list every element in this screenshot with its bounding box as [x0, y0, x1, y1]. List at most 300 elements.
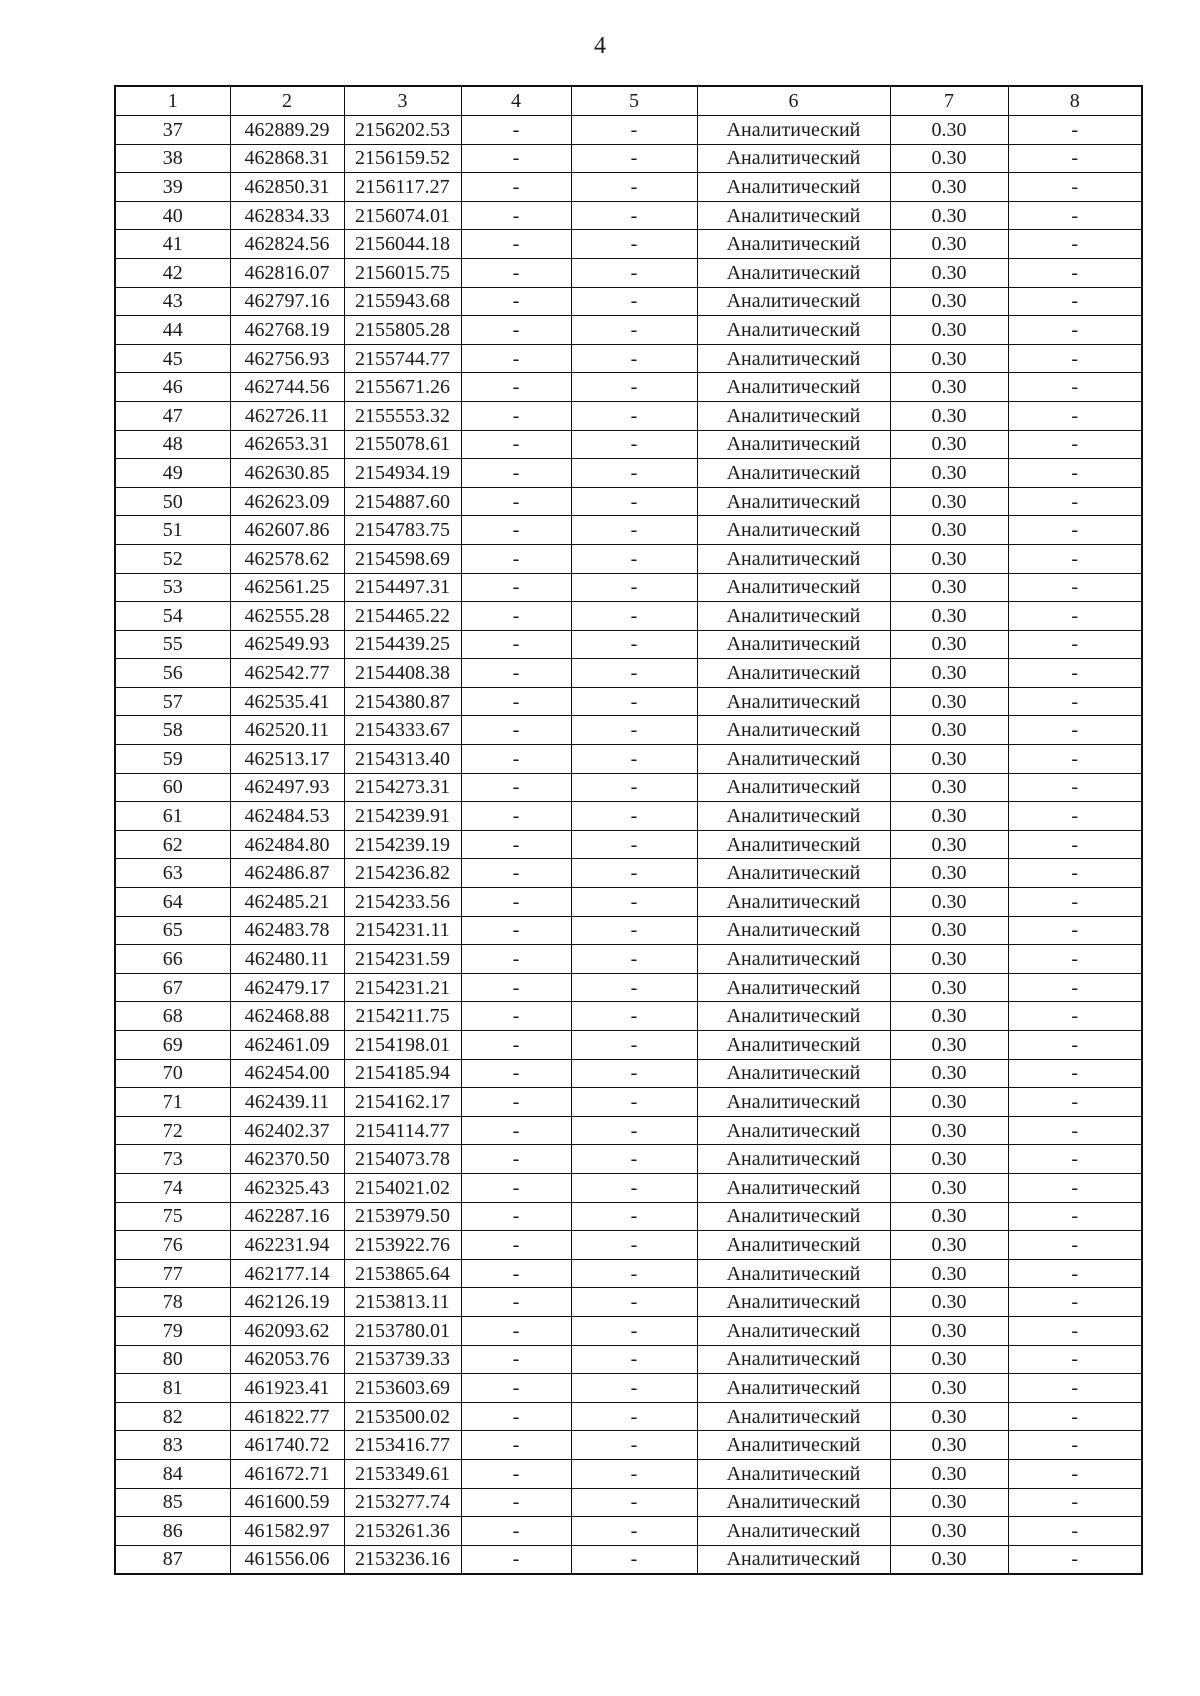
column-4-cell: - [461, 1259, 571, 1288]
y-coordinate-cell: 2153261.36 [344, 1517, 461, 1546]
column-4-cell: - [461, 1202, 571, 1231]
method-cell: Аналитический [697, 745, 890, 774]
method-cell: Аналитический [697, 916, 890, 945]
accuracy-cell: 0.30 [890, 401, 1008, 430]
method-cell: Аналитический [697, 1116, 890, 1145]
column-8-cell: - [1008, 1459, 1142, 1488]
method-cell: Аналитический [697, 430, 890, 459]
column-4-cell: - [461, 373, 571, 402]
column-8-cell: - [1008, 745, 1142, 774]
y-coordinate-cell: 2154239.19 [344, 830, 461, 859]
method-cell: Аналитический [697, 230, 890, 259]
x-coordinate-cell: 462850.31 [230, 173, 344, 202]
point-number-cell: 45 [115, 344, 230, 373]
column-5-cell: - [571, 516, 697, 545]
column-4-cell: - [461, 1545, 571, 1574]
y-coordinate-cell: 2154273.31 [344, 773, 461, 802]
table-row [115, 630, 1142, 659]
method-cell: Аналитический [697, 1259, 890, 1288]
method-cell: Аналитический [697, 630, 890, 659]
column-5-cell: - [571, 916, 697, 945]
column-4-cell: - [461, 1488, 571, 1517]
accuracy-cell: 0.30 [890, 1202, 1008, 1231]
point-number-cell: 43 [115, 287, 230, 316]
y-coordinate-cell: 2154021.02 [344, 1173, 461, 1202]
column-4-cell: - [461, 973, 571, 1002]
method-cell: Аналитический [697, 1517, 890, 1546]
accuracy-cell: 0.30 [890, 1459, 1008, 1488]
column-5-cell: - [571, 1059, 697, 1088]
accuracy-cell: 0.30 [890, 1145, 1008, 1174]
column-4-cell: - [461, 173, 571, 202]
method-cell: Аналитический [697, 1002, 890, 1031]
accuracy-cell: 0.30 [890, 1116, 1008, 1145]
column-5-cell: - [571, 716, 697, 745]
method-cell: Аналитический [697, 516, 890, 545]
x-coordinate-cell: 462126.19 [230, 1288, 344, 1317]
column-header: 4 [461, 86, 571, 116]
point-number-cell: 62 [115, 830, 230, 859]
table-row [115, 888, 1142, 917]
column-5-cell: - [571, 1459, 697, 1488]
accuracy-cell: 0.30 [890, 544, 1008, 573]
method-cell: Аналитический [697, 973, 890, 1002]
column-5-cell: - [571, 1517, 697, 1546]
y-coordinate-cell: 2155805.28 [344, 316, 461, 345]
column-8-cell: - [1008, 1545, 1142, 1574]
method-cell: Аналитический [697, 687, 890, 716]
y-coordinate-cell: 2153416.77 [344, 1431, 461, 1460]
column-4-cell: - [461, 544, 571, 573]
column-4-cell: - [461, 1345, 571, 1374]
column-8-cell: - [1008, 1173, 1142, 1202]
point-number-cell: 72 [115, 1116, 230, 1145]
column-5-cell: - [571, 1002, 697, 1031]
column-8-cell: - [1008, 487, 1142, 516]
point-number-cell: 60 [115, 773, 230, 802]
point-number-cell: 64 [115, 888, 230, 917]
accuracy-cell: 0.30 [890, 573, 1008, 602]
method-cell: Аналитический [697, 1288, 890, 1317]
column-5-cell: - [571, 173, 697, 202]
x-coordinate-cell: 462561.25 [230, 573, 344, 602]
x-coordinate-cell: 462768.19 [230, 316, 344, 345]
column-5-cell: - [571, 1259, 697, 1288]
method-cell: Аналитический [697, 1202, 890, 1231]
column-4-cell: - [461, 1459, 571, 1488]
accuracy-cell: 0.30 [890, 1031, 1008, 1060]
table-body [115, 116, 1142, 1575]
x-coordinate-cell: 462402.37 [230, 1116, 344, 1145]
point-number-cell: 42 [115, 258, 230, 287]
x-coordinate-cell: 462824.56 [230, 230, 344, 259]
y-coordinate-cell: 2154598.69 [344, 544, 461, 573]
column-8-cell: - [1008, 830, 1142, 859]
method-cell: Аналитический [697, 1402, 890, 1431]
column-4-cell: - [461, 1231, 571, 1260]
x-coordinate-cell: 462439.11 [230, 1088, 344, 1117]
y-coordinate-cell: 2153865.64 [344, 1259, 461, 1288]
method-cell: Аналитический [697, 1374, 890, 1403]
x-coordinate-cell: 461822.77 [230, 1402, 344, 1431]
table-row [115, 1145, 1142, 1174]
point-number-cell: 65 [115, 916, 230, 945]
column-4-cell: - [461, 1059, 571, 1088]
column-5-cell: - [571, 802, 697, 831]
column-4-cell: - [461, 830, 571, 859]
column-4-cell: - [461, 1002, 571, 1031]
x-coordinate-cell: 462231.94 [230, 1231, 344, 1260]
table-row [115, 1088, 1142, 1117]
column-4-cell: - [461, 1431, 571, 1460]
table-row [115, 773, 1142, 802]
column-header: 5 [571, 86, 697, 116]
column-8-cell: - [1008, 344, 1142, 373]
accuracy-cell: 0.30 [890, 916, 1008, 945]
y-coordinate-cell: 2154380.87 [344, 687, 461, 716]
method-cell: Аналитический [697, 544, 890, 573]
x-coordinate-cell: 462607.86 [230, 516, 344, 545]
accuracy-cell: 0.30 [890, 888, 1008, 917]
method-cell: Аналитический [697, 659, 890, 688]
x-coordinate-cell: 462093.62 [230, 1316, 344, 1345]
y-coordinate-cell: 2154114.77 [344, 1116, 461, 1145]
point-number-cell: 39 [115, 173, 230, 202]
method-cell: Аналитический [697, 1145, 890, 1174]
y-coordinate-cell: 2154233.56 [344, 888, 461, 917]
y-coordinate-cell: 2154333.67 [344, 716, 461, 745]
column-5-cell: - [571, 230, 697, 259]
y-coordinate-cell: 2155671.26 [344, 373, 461, 402]
column-5-cell: - [571, 1402, 697, 1431]
x-coordinate-cell: 462542.77 [230, 659, 344, 688]
column-8-cell: - [1008, 1288, 1142, 1317]
table-row [115, 201, 1142, 230]
x-coordinate-cell: 462486.87 [230, 859, 344, 888]
column-header: 8 [1008, 86, 1142, 116]
y-coordinate-cell: 2153780.01 [344, 1316, 461, 1345]
x-coordinate-cell: 462325.43 [230, 1173, 344, 1202]
method-cell: Аналитический [697, 1316, 890, 1345]
method-cell: Аналитический [697, 716, 890, 745]
column-4-cell: - [461, 716, 571, 745]
column-8-cell: - [1008, 973, 1142, 1002]
column-8-cell: - [1008, 1088, 1142, 1117]
column-4-cell: - [461, 573, 571, 602]
x-coordinate-cell: 462520.11 [230, 716, 344, 745]
column-4-cell: - [461, 516, 571, 545]
x-coordinate-cell: 461600.59 [230, 1488, 344, 1517]
column-4-cell: - [461, 859, 571, 888]
table-row [115, 430, 1142, 459]
column-5-cell: - [571, 630, 697, 659]
column-8-cell: - [1008, 573, 1142, 602]
table-row [115, 516, 1142, 545]
accuracy-cell: 0.30 [890, 1374, 1008, 1403]
x-coordinate-cell: 462868.31 [230, 144, 344, 173]
accuracy-cell: 0.30 [890, 459, 1008, 488]
x-coordinate-cell: 462578.62 [230, 544, 344, 573]
column-4-cell: - [461, 630, 571, 659]
accuracy-cell: 0.30 [890, 745, 1008, 774]
column-5-cell: - [571, 1431, 697, 1460]
column-4-cell: - [461, 659, 571, 688]
column-5-cell: - [571, 373, 697, 402]
column-4-cell: - [461, 459, 571, 488]
table-row [115, 1202, 1142, 1231]
accuracy-cell: 0.30 [890, 1517, 1008, 1546]
method-cell: Аналитический [697, 1088, 890, 1117]
x-coordinate-cell: 462483.78 [230, 916, 344, 945]
column-8-cell: - [1008, 1488, 1142, 1517]
y-coordinate-cell: 2154408.38 [344, 659, 461, 688]
y-coordinate-cell: 2154231.59 [344, 945, 461, 974]
accuracy-cell: 0.30 [890, 945, 1008, 974]
column-5-cell: - [571, 745, 697, 774]
point-number-cell: 48 [115, 430, 230, 459]
x-coordinate-cell: 462726.11 [230, 401, 344, 430]
point-number-cell: 68 [115, 1002, 230, 1031]
column-header: 1 [115, 86, 230, 116]
y-coordinate-cell: 2153739.33 [344, 1345, 461, 1374]
accuracy-cell: 0.30 [890, 602, 1008, 631]
table-row [115, 173, 1142, 202]
point-number-cell: 82 [115, 1402, 230, 1431]
table-row [115, 544, 1142, 573]
column-8-cell: - [1008, 687, 1142, 716]
table-row [115, 802, 1142, 831]
column-header: 6 [697, 86, 890, 116]
point-number-cell: 61 [115, 802, 230, 831]
method-cell: Аналитический [697, 945, 890, 974]
table-row [115, 1031, 1142, 1060]
point-number-cell: 81 [115, 1374, 230, 1403]
column-4-cell: - [461, 1145, 571, 1174]
point-number-cell: 59 [115, 745, 230, 774]
column-5-cell: - [571, 316, 697, 345]
column-8-cell: - [1008, 1402, 1142, 1431]
column-5-cell: - [571, 1088, 697, 1117]
point-number-cell: 73 [115, 1145, 230, 1174]
point-number-cell: 84 [115, 1459, 230, 1488]
x-coordinate-cell: 462461.09 [230, 1031, 344, 1060]
column-5-cell: - [571, 1345, 697, 1374]
point-number-cell: 44 [115, 316, 230, 345]
column-4-cell: - [461, 430, 571, 459]
point-number-cell: 74 [115, 1173, 230, 1202]
column-8-cell: - [1008, 716, 1142, 745]
column-5-cell: - [571, 1545, 697, 1574]
table-row [115, 116, 1142, 145]
table-row [115, 1259, 1142, 1288]
column-8-cell: - [1008, 1059, 1142, 1088]
x-coordinate-cell: 462287.16 [230, 1202, 344, 1231]
table-row [115, 487, 1142, 516]
column-5-cell: - [571, 258, 697, 287]
y-coordinate-cell: 2154439.25 [344, 630, 461, 659]
column-8-cell: - [1008, 888, 1142, 917]
y-coordinate-cell: 2155078.61 [344, 430, 461, 459]
point-number-cell: 87 [115, 1545, 230, 1574]
accuracy-cell: 0.30 [890, 316, 1008, 345]
column-5-cell: - [571, 544, 697, 573]
accuracy-cell: 0.30 [890, 802, 1008, 831]
table-row [115, 859, 1142, 888]
accuracy-cell: 0.30 [890, 1088, 1008, 1117]
accuracy-cell: 0.30 [890, 1431, 1008, 1460]
y-coordinate-cell: 2154211.75 [344, 1002, 461, 1031]
column-4-cell: - [461, 1374, 571, 1403]
column-5-cell: - [571, 1031, 697, 1060]
column-8-cell: - [1008, 659, 1142, 688]
y-coordinate-cell: 2154783.75 [344, 516, 461, 545]
accuracy-cell: 0.30 [890, 1316, 1008, 1345]
table-row [115, 144, 1142, 173]
column-5-cell: - [571, 459, 697, 488]
x-coordinate-cell: 462834.33 [230, 201, 344, 230]
column-4-cell: - [461, 916, 571, 945]
accuracy-cell: 0.30 [890, 1059, 1008, 1088]
x-coordinate-cell: 462484.80 [230, 830, 344, 859]
method-cell: Аналитический [697, 1031, 890, 1060]
accuracy-cell: 0.30 [890, 1259, 1008, 1288]
y-coordinate-cell: 2153236.16 [344, 1545, 461, 1574]
x-coordinate-cell: 462454.00 [230, 1059, 344, 1088]
column-4-cell: - [461, 888, 571, 917]
method-cell: Аналитический [697, 1173, 890, 1202]
point-number-cell: 54 [115, 602, 230, 631]
x-coordinate-cell: 462623.09 [230, 487, 344, 516]
column-header: 2 [230, 86, 344, 116]
x-coordinate-cell: 462535.41 [230, 687, 344, 716]
accuracy-cell: 0.30 [890, 516, 1008, 545]
column-4-cell: - [461, 116, 571, 145]
table-row [115, 745, 1142, 774]
method-cell: Аналитический [697, 802, 890, 831]
y-coordinate-cell: 2153813.11 [344, 1288, 461, 1317]
table-row [115, 573, 1142, 602]
y-coordinate-cell: 2154887.60 [344, 487, 461, 516]
column-5-cell: - [571, 687, 697, 716]
accuracy-cell: 0.30 [890, 1345, 1008, 1374]
table-row [115, 373, 1142, 402]
y-coordinate-cell: 2154934.19 [344, 459, 461, 488]
column-4-cell: - [461, 287, 571, 316]
column-5-cell: - [571, 344, 697, 373]
table-row [115, 1116, 1142, 1145]
method-cell: Аналитический [697, 459, 890, 488]
y-coordinate-cell: 2154073.78 [344, 1145, 461, 1174]
method-cell: Аналитический [697, 144, 890, 173]
column-8-cell: - [1008, 1002, 1142, 1031]
x-coordinate-cell: 462484.53 [230, 802, 344, 831]
column-8-cell: - [1008, 1345, 1142, 1374]
column-header: 3 [344, 86, 461, 116]
table-row [115, 945, 1142, 974]
table-row [115, 602, 1142, 631]
method-cell: Аналитический [697, 1459, 890, 1488]
accuracy-cell: 0.30 [890, 773, 1008, 802]
point-number-cell: 71 [115, 1088, 230, 1117]
column-5-cell: - [571, 1231, 697, 1260]
y-coordinate-cell: 2155943.68 [344, 287, 461, 316]
column-4-cell: - [461, 230, 571, 259]
column-8-cell: - [1008, 1031, 1142, 1060]
method-cell: Аналитический [697, 773, 890, 802]
point-number-cell: 37 [115, 116, 230, 145]
point-number-cell: 52 [115, 544, 230, 573]
accuracy-cell: 0.30 [890, 1173, 1008, 1202]
column-5-cell: - [571, 602, 697, 631]
y-coordinate-cell: 2156202.53 [344, 116, 461, 145]
accuracy-cell: 0.30 [890, 487, 1008, 516]
x-coordinate-cell: 462630.85 [230, 459, 344, 488]
table-row [115, 1002, 1142, 1031]
y-coordinate-cell: 2156074.01 [344, 201, 461, 230]
page-number: 4 [594, 33, 606, 59]
x-coordinate-cell: 462485.21 [230, 888, 344, 917]
method-cell: Аналитический [697, 859, 890, 888]
method-cell: Аналитический [697, 573, 890, 602]
y-coordinate-cell: 2154231.21 [344, 973, 461, 1002]
accuracy-cell: 0.30 [890, 1288, 1008, 1317]
point-number-cell: 76 [115, 1231, 230, 1260]
y-coordinate-cell: 2154198.01 [344, 1031, 461, 1060]
column-8-cell: - [1008, 1431, 1142, 1460]
column-8-cell: - [1008, 1316, 1142, 1345]
column-5-cell: - [571, 573, 697, 602]
table-row [115, 230, 1142, 259]
y-coordinate-cell: 2154465.22 [344, 602, 461, 631]
column-4-cell: - [461, 1116, 571, 1145]
column-5-cell: - [571, 1316, 697, 1345]
table-row [115, 316, 1142, 345]
point-number-cell: 53 [115, 573, 230, 602]
point-number-cell: 69 [115, 1031, 230, 1060]
x-coordinate-cell: 462053.76 [230, 1345, 344, 1374]
column-5-cell: - [571, 1288, 697, 1317]
y-coordinate-cell: 2154162.17 [344, 1088, 461, 1117]
point-number-cell: 57 [115, 687, 230, 716]
method-cell: Аналитический [697, 1431, 890, 1460]
y-coordinate-cell: 2154239.91 [344, 802, 461, 831]
column-8-cell: - [1008, 544, 1142, 573]
x-coordinate-cell: 462555.28 [230, 602, 344, 631]
method-cell: Аналитический [697, 373, 890, 402]
column-4-cell: - [461, 1088, 571, 1117]
point-number-cell: 58 [115, 716, 230, 745]
table-row [115, 344, 1142, 373]
y-coordinate-cell: 2156159.52 [344, 144, 461, 173]
table-row [115, 1316, 1142, 1345]
point-number-cell: 80 [115, 1345, 230, 1374]
column-4-cell: - [461, 258, 571, 287]
column-8-cell: - [1008, 373, 1142, 402]
column-4-cell: - [461, 1517, 571, 1546]
column-5-cell: - [571, 859, 697, 888]
method-cell: Аналитический [697, 258, 890, 287]
accuracy-cell: 0.30 [890, 859, 1008, 888]
column-5-cell: - [571, 1145, 697, 1174]
column-4-cell: - [461, 401, 571, 430]
y-coordinate-cell: 2154313.40 [344, 745, 461, 774]
column-4-cell: - [461, 1173, 571, 1202]
column-8-cell: - [1008, 1517, 1142, 1546]
column-8-cell: - [1008, 945, 1142, 974]
column-4-cell: - [461, 487, 571, 516]
table-row [115, 258, 1142, 287]
method-cell: Аналитический [697, 602, 890, 631]
